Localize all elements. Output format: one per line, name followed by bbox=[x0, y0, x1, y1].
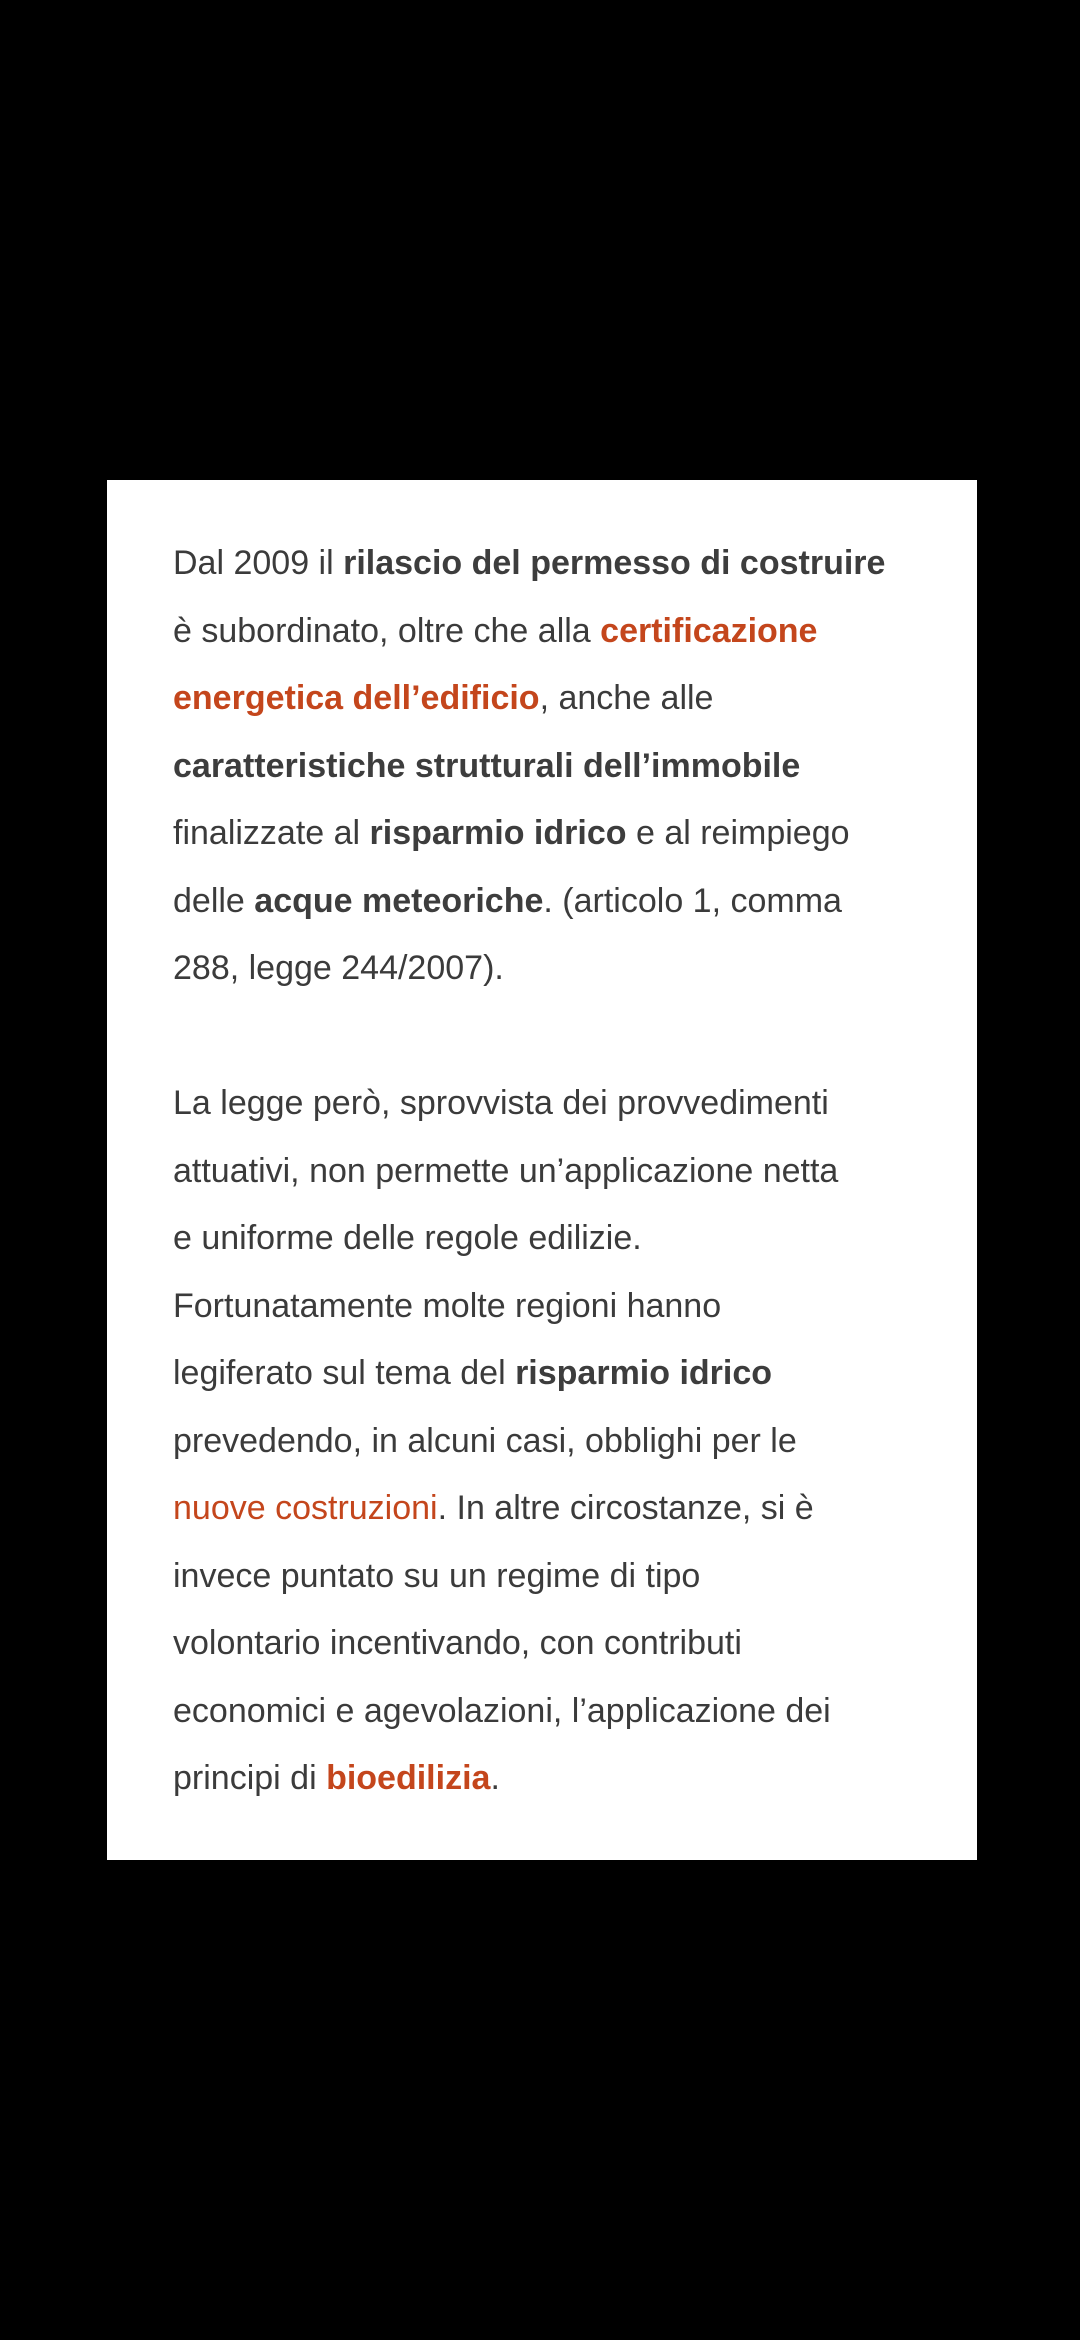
text-line bbox=[173, 1543, 917, 1611]
text-line bbox=[173, 1745, 917, 1813]
bold-text: risparmio idrico bbox=[515, 1354, 773, 1392]
bold-text: risparmio idrico bbox=[369, 814, 627, 852]
text-line bbox=[173, 1205, 917, 1273]
text-span: e al reimpiego bbox=[626, 814, 850, 852]
text-line bbox=[173, 800, 917, 868]
text-span: finalizzate al bbox=[173, 814, 370, 852]
text-line bbox=[173, 530, 917, 598]
text-span: attuativi, non permette un’applicazione netta bbox=[173, 1151, 839, 1190]
text-line bbox=[173, 868, 917, 936]
nuove-costruzioni-link[interactable]: nuove costruzioni bbox=[173, 1489, 438, 1527]
text-span: . (articolo 1, comma bbox=[543, 881, 842, 920]
text-line bbox=[173, 1610, 917, 1678]
text-span: , anche alle bbox=[539, 679, 714, 717]
text-span: delle bbox=[173, 881, 255, 920]
text-line bbox=[173, 1138, 917, 1206]
article-card bbox=[107, 480, 977, 1860]
text-span: 288, legge 244/2007). bbox=[173, 949, 504, 987]
bold-text: caratteristiche strutturali dell’immobile bbox=[173, 746, 801, 785]
bold-text: acque meteoriche bbox=[254, 881, 544, 920]
text-line bbox=[173, 598, 917, 666]
text-span: è subordinato, oltre che alla bbox=[173, 611, 601, 650]
text-line bbox=[173, 1070, 917, 1138]
text-span: Fortunatamente molte regioni hanno bbox=[173, 1286, 722, 1325]
text-line bbox=[173, 733, 917, 801]
certificazione-energetica-link[interactable]: certificazione bbox=[600, 611, 818, 650]
text-line bbox=[173, 665, 917, 733]
text-span: economici e agevolazioni, l’applicazione dei bbox=[173, 1691, 831, 1730]
bold-text: rilascio del permesso di costruire bbox=[343, 544, 886, 582]
text-line bbox=[173, 1340, 917, 1408]
article-paragraph-2 bbox=[173, 1070, 917, 1813]
text-line bbox=[173, 1273, 917, 1341]
text-span: La legge però, sprovvista dei provvedimenti bbox=[173, 1084, 829, 1122]
text-span: prevedendo, in alcuni casi, obblighi per le bbox=[173, 1421, 797, 1460]
text-span: e uniforme delle regole edilizie. bbox=[173, 1219, 642, 1257]
text-line bbox=[173, 935, 917, 1003]
certificazione-energetica-link-continued[interactable]: energetica dell’edificio bbox=[173, 679, 540, 717]
text-line bbox=[173, 1408, 917, 1476]
article-paragraph-1 bbox=[173, 530, 917, 1003]
text-span: . In altre circostanze, si è bbox=[437, 1489, 814, 1527]
text-span: principi di bbox=[173, 1759, 327, 1797]
text-span: . bbox=[490, 1759, 500, 1797]
text-line bbox=[173, 1678, 917, 1746]
text-span: invece puntato su un regime di tipo bbox=[173, 1556, 701, 1595]
text-span: Dal 2009 il bbox=[173, 544, 344, 582]
bioedilizia-link[interactable]: bioedilizia bbox=[326, 1759, 491, 1797]
text-span: volontario incentivando, con contributi bbox=[173, 1624, 742, 1662]
text-span: legiferato sul tema del bbox=[173, 1354, 516, 1392]
text-line bbox=[173, 1475, 917, 1543]
